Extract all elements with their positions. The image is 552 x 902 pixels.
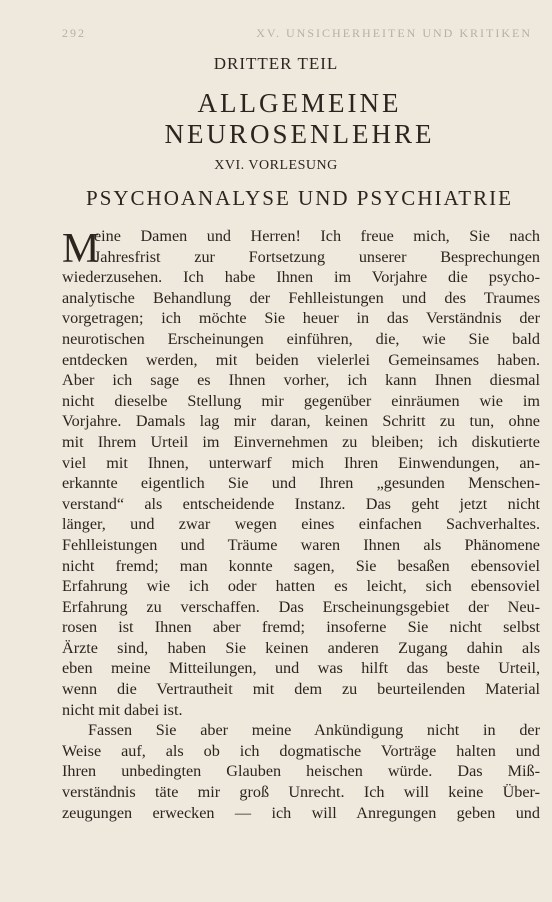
text-line: verständnis täte mir groß Unrecht. Ich will keine Über- [62,783,540,802]
text-line: viel mit Ihnen, unterwarf mich Ihren Einwendungen, an- [62,453,540,472]
text-line: Vorjahre. Damals lag mir daran, keinen Schritt zu tun, ohne [62,412,540,431]
text-line: nicht dieselbe Stellung mir gegenüber einräumen wie im [62,391,540,410]
text-line: erkannte eigentlich Sie und Ihren „gesunden Menschen- [62,474,540,493]
text-line: vorgetragen; ich möchte Sie heuer in das Verständnis der [62,309,540,328]
text-line: Erfahrung wie ich oder hatten es leicht, sich ebensoviel [62,577,540,596]
running-head [62,26,532,41]
running-head-text: XV. UNSICHERHEITEN UND KRITIKEN [256,26,532,40]
text-line: wiederzusehen. Ich habe Ihnen im Vorjahre die psycho- [62,268,540,287]
text-line: neurotischen Erscheinungen einführen, die, wie Sie bald [62,329,540,348]
text-line: zeugungen erwecken — ich will Anregungen geben und [62,803,540,822]
text-line: wenn die Vertrautheit mit dem zu beurteilenden Material [62,680,540,699]
text-line: Erfahrung zu verschaffen. Das Erscheinungsgebiet der Neu- [62,597,540,616]
page-number: 292 [62,26,86,40]
main-title: ALLGEMEINE NEUROSENLEHRE [164,88,435,149]
lecture-title: PSYCHOANALYSE UND PSYCHIATRIE [86,186,513,210]
part-label: DRITTER TEIL [213,54,339,73]
text-line: Fehlleistungen und Träume waren Ihnen als Phänomene [62,535,540,554]
text-line: nicht mit dabei ist. [62,700,183,719]
lecture-number: XVI. VORLESUNG [214,158,338,173]
text-line: Weise auf, als ob ich dogmatische Vorträge halten und [62,741,540,760]
text-line: entdecken werden, mit beiden vielerlei Gemeinsames haben. [62,350,540,369]
text-line: analytische Behandlung der Fehlleistungen und des Traumes [62,288,540,307]
text-line: mit Ihrem Urteil im Einvernehmen zu bleiben; ich diskutierte [62,432,540,451]
text-line: Fassen Sie aber meine Ankündigung nicht in der [88,721,540,740]
text-line: Ärzte sind, haben Sie keinen anderen Zugang dahin als [62,638,540,657]
text-line: verstand“ als entscheidende Instanz. Das geht jetzt nicht [62,494,540,513]
text-line: eben meine Mitteilungen, und was hilft das beste Urteil, [62,659,540,678]
text-line: eine Damen und Herren! Ich freue mich, Sie nach [94,227,540,245]
body-text [62,226,540,823]
drop-cap: M [62,226,100,272]
text-line: Ihren unbedingten Glauben heischen würde. Das Miß- [62,762,540,781]
text-line: nicht fremd; man konnte sagen, Sie besaßen ebensoviel [62,556,540,575]
text-line: länger, und zwar wegen eines einfachen Sachverhaltes. [62,515,540,534]
text-line: rosen ist Ihnen aber fremd; insoferne Sie nicht selbst [62,618,540,637]
text-line: Jahresfrist zur Fortsetzung unserer Besprechungen [94,247,540,266]
text-line: Aber ich sage es Ihnen vorher, ich kann Ihnen diesmal [62,371,540,390]
